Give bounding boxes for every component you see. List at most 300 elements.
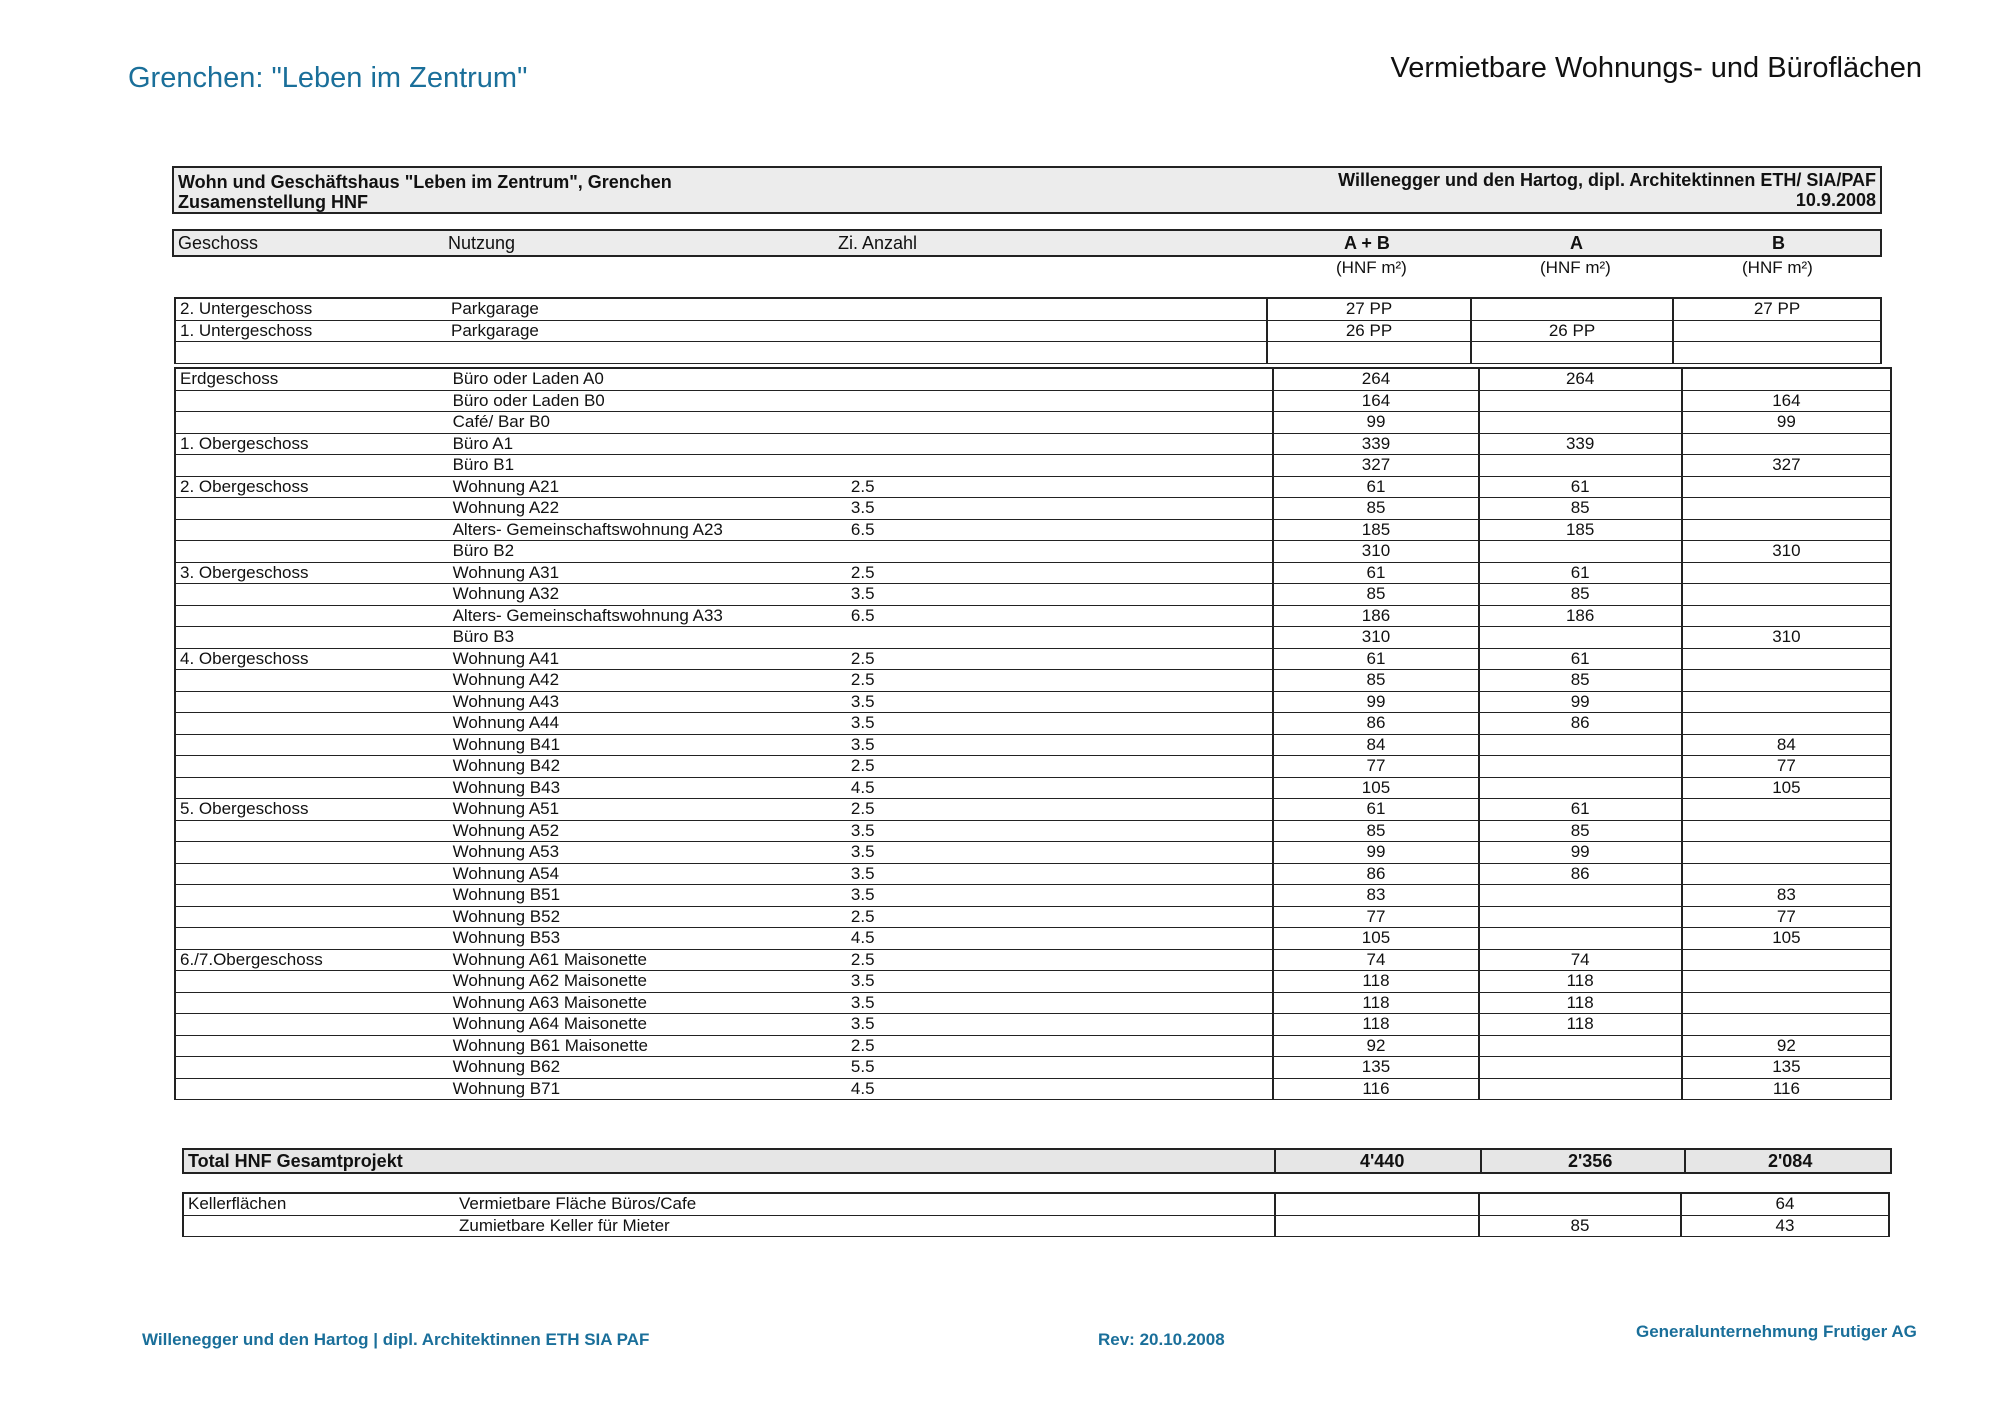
area-ab-cell: 99 (1273, 412, 1478, 434)
nutzung-cell: Büro B3 (449, 627, 847, 649)
geschoss-cell (175, 842, 449, 864)
zi-cell: 3.5 (847, 734, 1273, 756)
footer-contractor: Generalunternehmung Frutiger AG (1636, 1322, 1917, 1341)
zi-cell: 3.5 (847, 584, 1273, 606)
zi-cell (843, 342, 1267, 364)
geschoss-cell: 5. Obergeschoss (175, 799, 449, 821)
geschoss-cell (175, 455, 449, 477)
table-row (175, 1014, 1891, 1036)
zi-cell: 2.5 (847, 799, 1273, 821)
geschoss-cell (175, 390, 449, 412)
geschoss-cell (175, 906, 449, 928)
geschoss-cell: 1. Obergeschoss (175, 433, 449, 455)
area-a-cell (1479, 1035, 1682, 1057)
area-a-cell: 186 (1479, 605, 1682, 627)
area-a-cell (1471, 342, 1673, 364)
area-a-cell: 61 (1479, 799, 1682, 821)
geschoss-cell: 4. Obergeschoss (175, 648, 449, 670)
table-row (175, 1078, 1891, 1100)
zi-cell: 2.5 (847, 648, 1273, 670)
area-a-cell: 339 (1479, 433, 1682, 455)
col-ab: A + B (1344, 233, 1390, 253)
table-row (175, 498, 1891, 520)
area-a-cell (1479, 627, 1682, 649)
area-a-cell: 61 (1479, 562, 1682, 584)
nutzung-cell: Wohnung A53 (449, 842, 847, 864)
geschoss-cell (175, 734, 449, 756)
geschoss-cell (175, 713, 449, 735)
area-b-cell (1682, 368, 1891, 390)
nutzung-cell: Wohnung A61 Maisonette (449, 949, 847, 971)
area-a-cell: 264 (1479, 368, 1682, 390)
table-row (175, 756, 1891, 778)
area-b-cell: 164 (1682, 390, 1891, 412)
nutzung-cell: Wohnung A62 Maisonette (449, 971, 847, 993)
zi-cell: 3.5 (847, 971, 1273, 993)
area-b-cell: 77 (1682, 756, 1891, 778)
area-a-cell: 99 (1479, 842, 1682, 864)
area-a-cell (1479, 928, 1682, 950)
area-ab-cell: 116 (1273, 1078, 1478, 1100)
geschoss-cell (175, 820, 449, 842)
zi-cell: 2.5 (847, 756, 1273, 778)
area-ab-cell: 85 (1273, 498, 1478, 520)
zi-cell (843, 320, 1267, 342)
nutzung-cell: Wohnung B51 (449, 885, 847, 907)
area-ab-cell: 118 (1273, 992, 1478, 1014)
table-row (175, 863, 1891, 885)
area-b-cell (1682, 992, 1891, 1014)
area-ab-cell: 339 (1273, 433, 1478, 455)
area-ab-cell: 99 (1273, 842, 1478, 864)
total-label: Total HNF Gesamtprojekt (188, 1151, 403, 1171)
area-a-cell (1479, 412, 1682, 434)
table-row (175, 949, 1891, 971)
area-b-cell (1673, 320, 1881, 342)
area-b-cell (1682, 498, 1891, 520)
area-a-cell (1479, 1078, 1682, 1100)
table-row (175, 390, 1891, 412)
nutzung-cell: Wohnung A41 (449, 648, 847, 670)
table-row (175, 691, 1891, 713)
geschoss-cell: 1. Untergeschoss (175, 320, 447, 342)
table-row (175, 412, 1891, 434)
area-ab-cell: 85 (1273, 584, 1478, 606)
area-b-cell: 116 (1682, 1078, 1891, 1100)
geschoss-cell: Kellerflächen (183, 1193, 455, 1215)
area-b-cell (1682, 691, 1891, 713)
area-ab-cell: 327 (1273, 455, 1478, 477)
area-b-cell: 327 (1682, 455, 1891, 477)
geschoss-cell (183, 1215, 455, 1237)
area-b-cell (1682, 949, 1891, 971)
nutzung-cell: Wohnung B43 (449, 777, 847, 799)
geschoss-cell (175, 971, 449, 993)
area-ab-cell: 74 (1273, 949, 1478, 971)
nutzung-cell: Büro B1 (449, 455, 847, 477)
area-ab-cell (1275, 1215, 1479, 1237)
col-a: A (1570, 233, 1583, 253)
area-a-cell (1479, 906, 1682, 928)
area-b-cell (1682, 863, 1891, 885)
zi-cell (847, 541, 1273, 563)
zi-cell: 3.5 (847, 842, 1273, 864)
geschoss-cell (175, 541, 449, 563)
area-ab-cell: 310 (1273, 627, 1478, 649)
table-row (175, 648, 1891, 670)
area-ab-cell: 105 (1273, 928, 1478, 950)
col-b: B (1772, 233, 1785, 253)
area-b-cell (1682, 519, 1891, 541)
zi-cell: 3.5 (847, 992, 1273, 1014)
zi-cell: 2.5 (847, 562, 1273, 584)
area-ab-cell: 27 PP (1267, 298, 1471, 320)
area-b-cell: 92 (1682, 1035, 1891, 1057)
area-b-cell (1682, 842, 1891, 864)
zi-cell: 2.5 (847, 1035, 1273, 1057)
area-a-cell (1471, 298, 1673, 320)
area-ab-cell: 164 (1273, 390, 1478, 412)
zi-cell: 4.5 (847, 777, 1273, 799)
area-b-cell (1682, 713, 1891, 735)
area-a-cell (1479, 1057, 1682, 1079)
area-b-cell (1682, 799, 1891, 821)
area-a-cell (1479, 734, 1682, 756)
nutzung-cell: Wohnung B62 (449, 1057, 847, 1079)
zi-cell: 5.5 (847, 1057, 1273, 1079)
project-name: Wohn und Geschäftshaus "Leben im Zentrum", Grenchen (178, 172, 672, 192)
zi-cell: 2.5 (847, 949, 1273, 971)
area-a-cell: 118 (1479, 1014, 1682, 1036)
geschoss-cell (175, 1035, 449, 1057)
architect-name: Willenegger und den Hartog, dipl. Architektinnen ETH/ SIA/PAF (1338, 170, 1876, 190)
zi-cell: 2.5 (847, 906, 1273, 928)
area-ab-cell: 61 (1273, 562, 1478, 584)
table-row (175, 928, 1891, 950)
column-header-bar (172, 229, 1882, 257)
nutzung-cell: Büro oder Laden A0 (449, 368, 847, 390)
geschoss-cell: 3. Obergeschoss (175, 562, 449, 584)
area-ab-cell (1275, 1193, 1479, 1215)
zi-cell (847, 390, 1273, 412)
zi-cell: 6.5 (847, 605, 1273, 627)
nutzung-cell: Wohnung A22 (449, 498, 847, 520)
total-a: 2'356 (1568, 1151, 1613, 1171)
area-b-cell (1673, 342, 1881, 364)
nutzung-cell: Wohnung B41 (449, 734, 847, 756)
table-row (175, 906, 1891, 928)
area-a-cell: 85 (1479, 820, 1682, 842)
unit-ab: (HNF m²) (1336, 258, 1407, 277)
nutzung-cell (447, 342, 843, 364)
cellar-table (182, 1192, 1890, 1237)
area-a-cell: 26 PP (1471, 320, 1673, 342)
area-ab-cell: 310 (1273, 541, 1478, 563)
area-ab-cell: 61 (1273, 476, 1478, 498)
table-row (175, 842, 1891, 864)
area-b-cell: 83 (1682, 885, 1891, 907)
area-a-cell: 118 (1479, 992, 1682, 1014)
nutzung-cell: Zumietbare Keller für Mieter (455, 1215, 851, 1237)
footer-architect: Willenegger und den Hartog | dipl. Architektinnen ETH SIA PAF (142, 1330, 650, 1349)
geschoss-cell: 6./7.Obergeschoss (175, 949, 449, 971)
total-b: 2'084 (1768, 1151, 1813, 1171)
area-b-cell (1682, 971, 1891, 993)
area-ab-cell: 118 (1273, 971, 1478, 993)
area-ab-cell: 26 PP (1267, 320, 1471, 342)
basement-table (174, 297, 1882, 364)
table-row (175, 433, 1891, 455)
nutzung-cell: Wohnung A52 (449, 820, 847, 842)
table-row (183, 1215, 1889, 1237)
document-title-left: Grenchen: "Leben im Zentrum" (128, 62, 528, 94)
geschoss-cell: 2. Untergeschoss (175, 298, 447, 320)
zi-cell: 3.5 (847, 820, 1273, 842)
area-ab-cell: 83 (1273, 885, 1478, 907)
nutzung-cell: Wohnung A44 (449, 713, 847, 735)
table-row (175, 584, 1891, 606)
nutzung-cell: Wohnung A64 Maisonette (449, 1014, 847, 1036)
zi-cell (847, 433, 1273, 455)
zi-cell (851, 1215, 1275, 1237)
zi-cell: 4.5 (847, 1078, 1273, 1100)
area-a-cell: 85 (1479, 1215, 1681, 1237)
area-b-cell (1682, 1014, 1891, 1036)
geschoss-cell (175, 519, 449, 541)
area-a-cell (1479, 541, 1682, 563)
area-ab-cell: 92 (1273, 1035, 1478, 1057)
table-row (175, 562, 1891, 584)
area-ab-cell: 118 (1273, 1014, 1478, 1036)
area-a-cell: 85 (1479, 498, 1682, 520)
table-row (175, 777, 1891, 799)
table-row (175, 320, 1881, 342)
area-a-cell (1479, 455, 1682, 477)
area-a-cell (1479, 777, 1682, 799)
area-b-cell: 99 (1682, 412, 1891, 434)
nutzung-cell: Wohnung B42 (449, 756, 847, 778)
table-row (175, 519, 1891, 541)
area-ab-cell: 185 (1273, 519, 1478, 541)
geschoss-cell (175, 584, 449, 606)
nutzung-cell: Vermietbare Fläche Büros/Cafe (455, 1193, 851, 1215)
geschoss-cell (175, 863, 449, 885)
table-row (175, 713, 1891, 735)
table-row (175, 670, 1891, 692)
area-ab-cell: 85 (1273, 820, 1478, 842)
zi-cell: 3.5 (847, 713, 1273, 735)
area-a-cell: 85 (1479, 670, 1682, 692)
area-a-cell: 74 (1479, 949, 1682, 971)
table-row (175, 627, 1891, 649)
table-row (175, 971, 1891, 993)
geschoss-cell (175, 756, 449, 778)
unit-b: (HNF m²) (1742, 258, 1813, 277)
area-a-cell: 185 (1479, 519, 1682, 541)
nutzung-cell: Wohnung B53 (449, 928, 847, 950)
nutzung-cell: Wohnung A54 (449, 863, 847, 885)
zi-cell (843, 298, 1267, 320)
area-b-cell: 135 (1682, 1057, 1891, 1079)
area-b-cell: 105 (1682, 928, 1891, 950)
geschoss-cell (175, 1014, 449, 1036)
col-nutzung: Nutzung (448, 233, 516, 253)
area-b-cell (1682, 584, 1891, 606)
nutzung-cell: Büro A1 (449, 433, 847, 455)
area-a-cell (1479, 885, 1682, 907)
nutzung-cell: Wohnung A51 (449, 799, 847, 821)
nutzung-cell: Wohnung A43 (449, 691, 847, 713)
total-ab: 4'440 (1360, 1151, 1405, 1171)
nutzung-cell: Parkgarage (447, 320, 843, 342)
nutzung-cell: Büro B2 (449, 541, 847, 563)
geschoss-cell: Erdgeschoss (175, 368, 449, 390)
table-row (175, 992, 1891, 1014)
geschoss-cell (175, 1078, 449, 1100)
geschoss-cell (175, 342, 447, 364)
zi-cell: 3.5 (847, 1014, 1273, 1036)
nutzung-cell: Wohnung B52 (449, 906, 847, 928)
geschoss-cell (175, 928, 449, 950)
geschoss-cell (175, 627, 449, 649)
table-row (175, 476, 1891, 498)
table-row (175, 541, 1891, 563)
area-b-cell (1682, 648, 1891, 670)
area-b-cell: 77 (1682, 906, 1891, 928)
project-info-box (172, 166, 1882, 214)
area-a-cell (1479, 390, 1682, 412)
area-ab-cell: 99 (1273, 691, 1478, 713)
zi-cell (847, 412, 1273, 434)
unit-a: (HNF m²) (1540, 258, 1611, 277)
geschoss-cell (175, 412, 449, 434)
area-b-cell: 27 PP (1673, 298, 1881, 320)
zi-cell: 3.5 (847, 691, 1273, 713)
area-a-cell: 118 (1479, 971, 1682, 993)
zi-cell: 2.5 (847, 670, 1273, 692)
area-ab-cell: 77 (1273, 756, 1478, 778)
zi-cell: 6.5 (847, 519, 1273, 541)
project-subtitle: Zusamenstellung HNF (178, 192, 369, 212)
zi-cell: 2.5 (847, 476, 1273, 498)
table-row (175, 1035, 1891, 1057)
nutzung-cell: Wohnung B71 (449, 1078, 847, 1100)
area-b-cell (1682, 433, 1891, 455)
area-a-cell: 86 (1479, 863, 1682, 885)
col-zi: Zi. Anzahl (838, 233, 918, 253)
zi-cell: 3.5 (847, 863, 1273, 885)
area-ab-cell: 85 (1273, 670, 1478, 692)
area-b-cell: 310 (1682, 627, 1891, 649)
col-geschoss: Geschoss (178, 233, 259, 253)
table-row (175, 799, 1891, 821)
table-row (175, 885, 1891, 907)
zi-cell: 3.5 (847, 885, 1273, 907)
geschoss-cell (175, 885, 449, 907)
geschoss-cell (175, 498, 449, 520)
geschoss-cell (175, 605, 449, 627)
table-row (175, 298, 1881, 320)
area-b-cell (1682, 820, 1891, 842)
table-row (175, 605, 1891, 627)
nutzung-cell: Wohnung A32 (449, 584, 847, 606)
document-date: 10.9.2008 (1795, 190, 1876, 210)
table-row (175, 455, 1891, 477)
zi-cell (847, 368, 1273, 390)
area-ab-cell: 61 (1273, 799, 1478, 821)
area-b-cell: 84 (1682, 734, 1891, 756)
zi-cell (847, 455, 1273, 477)
area-ab-cell: 264 (1273, 368, 1478, 390)
footer-revision: Rev: 20.10.2008 (1098, 1330, 1225, 1349)
area-b-cell (1682, 562, 1891, 584)
area-b-cell: 105 (1682, 777, 1891, 799)
table-row (175, 734, 1891, 756)
area-a-cell: 85 (1479, 584, 1682, 606)
total-row (182, 1148, 1892, 1174)
nutzung-cell: Wohnung B61 Maisonette (449, 1035, 847, 1057)
area-ab-cell: 84 (1273, 734, 1478, 756)
area-b-cell (1682, 670, 1891, 692)
area-ab-cell: 77 (1273, 906, 1478, 928)
table-row (175, 342, 1881, 364)
nutzung-cell: Alters- Gemeinschaftswohnung A33 (449, 605, 847, 627)
area-ab-cell: 61 (1273, 648, 1478, 670)
zi-cell (851, 1193, 1275, 1215)
table-row (175, 820, 1891, 842)
nutzung-cell: Alters- Gemeinschaftswohnung A23 (449, 519, 847, 541)
area-a-cell: 86 (1479, 713, 1682, 735)
nutzung-cell: Büro oder Laden B0 (449, 390, 847, 412)
area-a-cell (1479, 1193, 1681, 1215)
geschoss-cell (175, 691, 449, 713)
area-ab-cell (1267, 342, 1471, 364)
geschoss-cell (175, 1057, 449, 1079)
document-title-right: Vermietbare Wohnungs- und Büroflächen (1390, 52, 1922, 84)
floor-area-table (174, 367, 1892, 1100)
area-a-cell: 99 (1479, 691, 1682, 713)
area-ab-cell: 186 (1273, 605, 1478, 627)
geschoss-cell (175, 670, 449, 692)
area-a-cell: 61 (1479, 648, 1682, 670)
area-b-cell (1682, 476, 1891, 498)
area-b-cell: 310 (1682, 541, 1891, 563)
nutzung-cell: Café/ Bar B0 (449, 412, 847, 434)
nutzung-cell: Parkgarage (447, 298, 843, 320)
geschoss-cell (175, 992, 449, 1014)
area-a-cell (1479, 756, 1682, 778)
area-a-cell: 61 (1479, 476, 1682, 498)
area-b-cell (1682, 605, 1891, 627)
nutzung-cell: Wohnung A63 Maisonette (449, 992, 847, 1014)
nutzung-cell: Wohnung A42 (449, 670, 847, 692)
zi-cell (847, 627, 1273, 649)
area-b-cell: 43 (1681, 1215, 1889, 1237)
table-row (175, 368, 1891, 390)
area-ab-cell: 105 (1273, 777, 1478, 799)
geschoss-cell: 2. Obergeschoss (175, 476, 449, 498)
nutzung-cell: Wohnung A21 (449, 476, 847, 498)
nutzung-cell: Wohnung A31 (449, 562, 847, 584)
zi-cell: 4.5 (847, 928, 1273, 950)
area-ab-cell: 135 (1273, 1057, 1478, 1079)
table-row (183, 1193, 1889, 1215)
geschoss-cell (175, 777, 449, 799)
area-ab-cell: 86 (1273, 863, 1478, 885)
table-row (175, 1057, 1891, 1079)
area-b-cell: 64 (1681, 1193, 1889, 1215)
area-ab-cell: 86 (1273, 713, 1478, 735)
